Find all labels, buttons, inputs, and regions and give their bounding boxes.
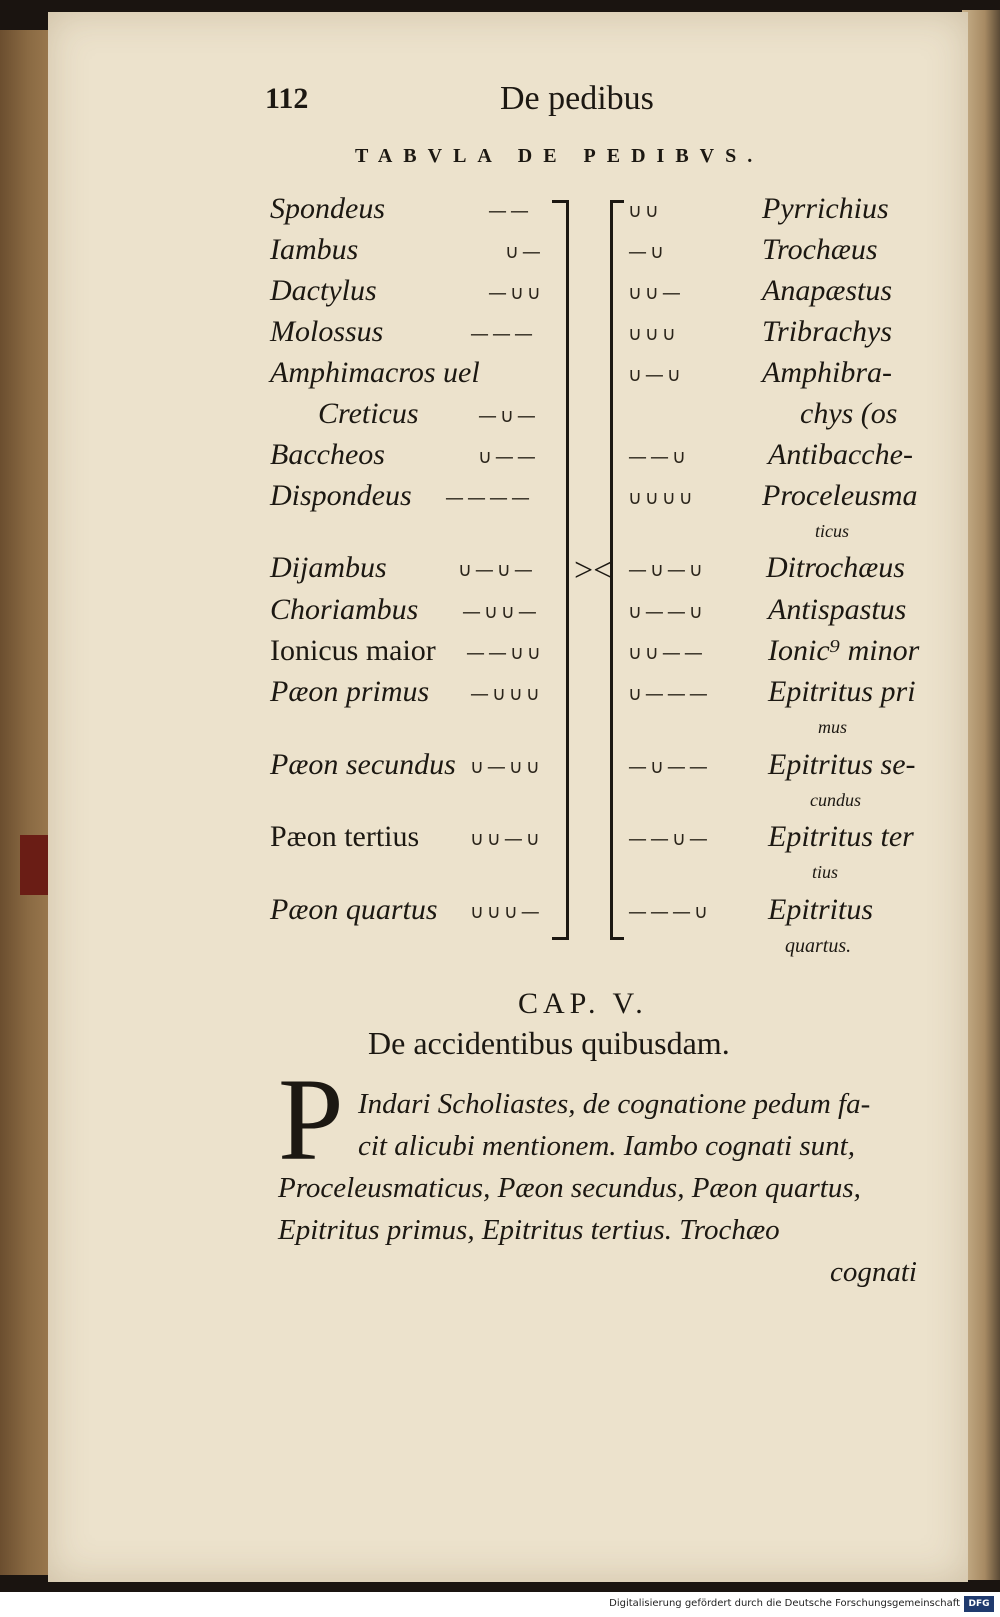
- right-foot-name: chys (os: [800, 397, 898, 430]
- right-foot-meter: ∪—∪: [628, 364, 684, 386]
- right-foot-meter: ∪∪—: [628, 282, 684, 304]
- bracket-brace-icon: ><: [574, 552, 613, 589]
- right-foot-name: Ionic⁹ minor: [768, 634, 920, 667]
- left-foot-meter: —∪—: [478, 405, 539, 427]
- table-title: TABVLA DE PEDIBVS.: [355, 145, 764, 167]
- right-bracket-top: [610, 200, 624, 203]
- right-foot-name: Anapæstus: [762, 274, 893, 307]
- right-foot-name: Tribrachys: [762, 315, 893, 348]
- dfg-logo: DFG: [964, 1596, 994, 1612]
- left-foot-name: Dactylus: [270, 274, 377, 307]
- left-foot-name: Pæon quartus: [270, 893, 438, 926]
- left-foot-meter: ∪——: [478, 446, 539, 468]
- running-head: De pedibus: [500, 80, 654, 117]
- body-line: Epitritus primus, Epitritus tertius. Trochæo: [278, 1214, 780, 1246]
- left-foot-meter: ∪—∪—: [458, 559, 536, 581]
- left-foot-name: Spondeus: [270, 192, 385, 225]
- right-foot-name: Antibacche-: [768, 438, 913, 471]
- drop-cap-initial: P: [278, 1054, 344, 1185]
- left-foot-meter: —∪∪∪: [470, 683, 543, 705]
- left-foot-name: Creticus: [318, 397, 419, 430]
- left-foot-meter: ∪∪—∪: [470, 828, 543, 850]
- left-foot-meter: ——∪∪: [466, 642, 544, 664]
- right-foot-meter: —∪—∪: [628, 559, 706, 581]
- chapter-title: De accidentibus quibusdam.: [368, 1025, 730, 1061]
- right-foot-meter: ∪∪——: [628, 642, 706, 664]
- left-foot-name: Baccheos: [270, 438, 385, 471]
- left-bracket-bottom: [552, 937, 568, 940]
- right-foot-meter: ——∪: [628, 446, 689, 468]
- right-bracket-bottom: [610, 937, 624, 940]
- left-foot-meter: ———: [470, 323, 536, 345]
- right-foot-meter: —∪——: [628, 756, 711, 778]
- left-foot-meter: —∪∪: [488, 282, 544, 304]
- right-foot-meter: ∪———: [628, 683, 711, 705]
- left-foot-name: Dijambus: [270, 551, 387, 584]
- left-foot-meter: —∪∪—: [462, 601, 540, 623]
- right-foot-name: Epitritus pri: [768, 675, 916, 708]
- left-foot-meter: ∪∪∪—: [470, 901, 543, 923]
- right-foot-name: Epitritus ter: [768, 820, 914, 853]
- right-foot-name: Ditrochæus: [766, 551, 905, 584]
- right-foot-name: Pyrrichius: [762, 192, 889, 225]
- right-foot-name: Epitritus se-: [768, 748, 916, 781]
- chapter-heading: CAP. V.: [518, 987, 648, 1020]
- left-foot-meter: ∪—: [505, 241, 544, 263]
- left-foot-name: Choriambus: [270, 593, 419, 626]
- right-foot-meter: —∪: [628, 241, 667, 263]
- right-foot-name: tius: [812, 862, 839, 882]
- digitization-footer: [0, 1592, 1000, 1617]
- left-foot-name: Molossus: [270, 315, 384, 348]
- right-foot-name: cundus: [810, 790, 861, 810]
- right-foot-name: Antispastus: [768, 593, 907, 626]
- right-foot-meter: ∪∪: [628, 200, 662, 222]
- body-line-catchword: cognati: [830, 1256, 917, 1288]
- right-foot-name: ticus: [815, 521, 849, 541]
- footer-credit: Digitalisierung gefördert durch die Deutsche Forschungsgemeinschaft: [609, 1598, 960, 1609]
- left-foot-name: Pæon secundus: [270, 748, 456, 781]
- left-foot-name: Iambus: [270, 233, 359, 266]
- body-line: Indari Scholiastes, de cognatione pedum fa-: [358, 1088, 871, 1120]
- right-foot-name: quartus.: [785, 935, 852, 957]
- left-foot-name: Ionicus maior: [270, 634, 436, 667]
- left-foot-meter: ————: [445, 487, 533, 509]
- left-foot-name: Pæon primus: [270, 675, 430, 708]
- left-bracket: [566, 200, 569, 940]
- right-foot-meter: ——∪—: [628, 828, 711, 850]
- right-foot-name: Amphibra-: [762, 356, 892, 389]
- left-foot-meter: ∪—∪∪: [470, 756, 543, 778]
- right-foot-name: Epitritus: [768, 893, 874, 926]
- page-number: 112: [265, 82, 309, 115]
- left-foot-name: Pæon tertius: [270, 820, 420, 853]
- right-foot-name: Proceleusma: [762, 479, 918, 512]
- right-foot-meter: ———∪: [628, 901, 711, 923]
- right-foot-meter: ∪∪∪∪: [628, 487, 696, 509]
- body-line: cit alicubi mentionem. Iambo cognati sunt,: [358, 1130, 855, 1162]
- body-line: Proceleusmaticus, Pæon secundus, Pæon quartus,: [278, 1172, 861, 1204]
- left-foot-name: Dispondeus: [270, 479, 412, 512]
- left-bracket-top: [552, 200, 568, 203]
- right-foot-name: Trochæus: [762, 233, 878, 266]
- right-foot-name: mus: [818, 717, 848, 737]
- left-foot-name: Amphimacros uel: [270, 356, 480, 389]
- right-foot-meter: ∪——∪: [628, 601, 706, 623]
- right-foot-meter: ∪∪∪: [628, 323, 679, 345]
- left-foot-meter: ——: [488, 200, 532, 222]
